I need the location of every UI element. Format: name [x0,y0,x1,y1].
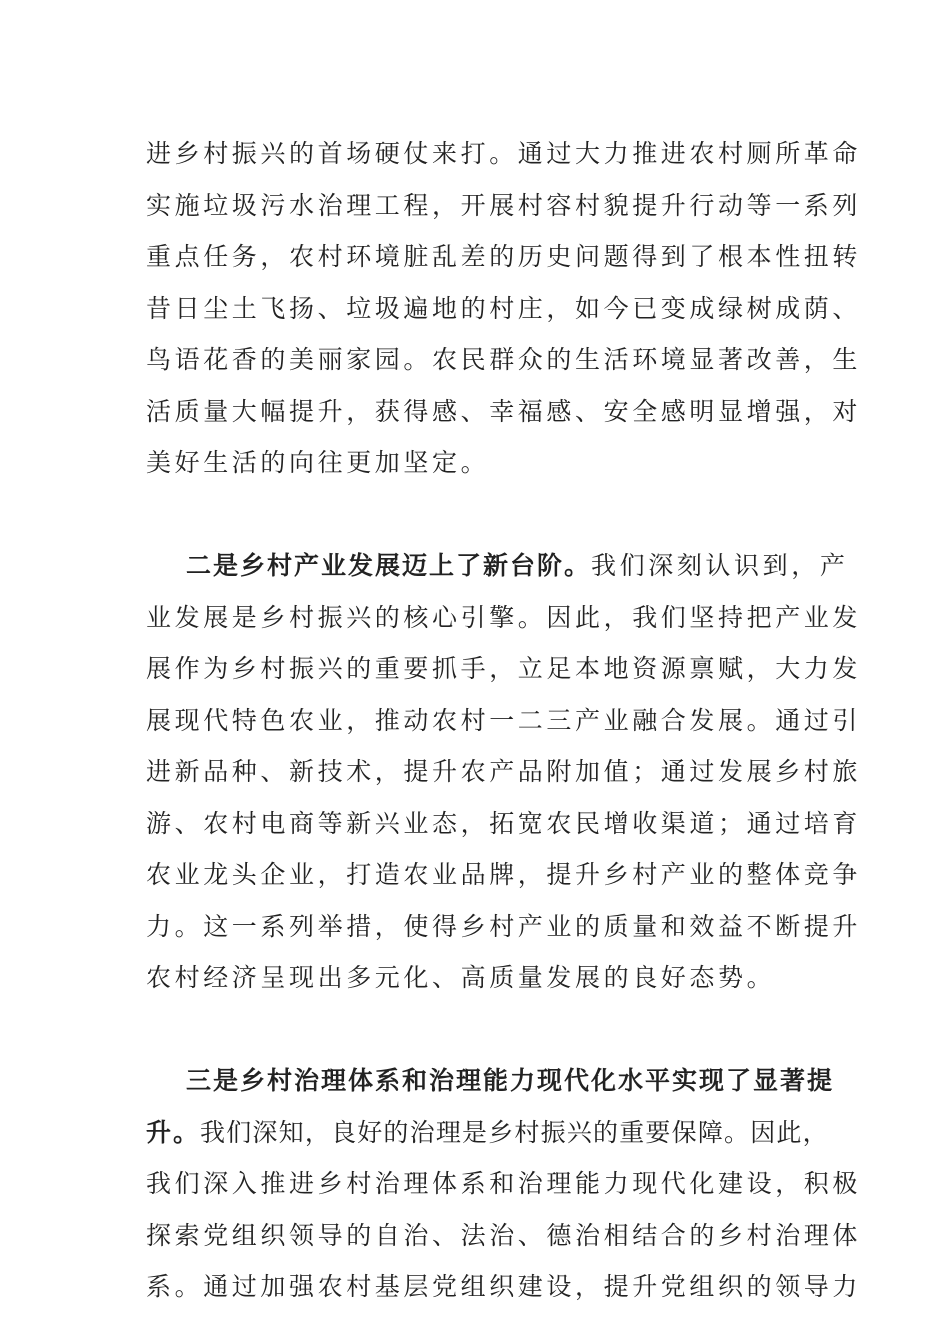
text-line: 游、农村电商等新兴业态，拓宽农民增收渠道；通过培育 [146,808,862,838]
text-line: 昔日尘土飞扬、垃圾遍地的村庄，如今已变成绿树成荫、 [146,293,862,323]
text-line: 农业龙头企业，打造农业品牌，提升乡村产业的整体竞争 [146,860,862,889]
document-page [146,128,862,1313]
text-line: 我们深入推进乡村治理体系和治理能力现代化建设，积极 [146,1169,862,1198]
paragraph-spacer [146,1004,806,1056]
paragraph-spacer [146,489,806,541]
text-line: 美好生活的向往更加坚定。 [146,448,490,477]
text-line: 进乡村振兴的首场硬仗来打。通过大力推进农村厕所革命 [146,139,862,168]
text-line: 业发展是乡村振兴的核心引擎。因此，我们坚持把产业发 [146,602,862,632]
text-line: 活质量大幅提升，获得感、幸福感、安全感明显增强，对 [146,396,862,426]
text-line: 展现代特色农业，推动农村一二三产业融合发展。通过引 [146,705,862,735]
text-line: 农村经济呈现出多元化、高质量发展的良好态势。 [146,963,776,992]
text-line: 探索党组织领导的自治、法治、德治相结合的乡村治理体 [146,1220,862,1250]
text-line: 力。这一系列举措，使得乡村产业的质量和效益不断提升 [146,911,862,941]
text-run: 我们深知，良好的治理是乡村振兴的重要保障。因此， [200,1117,829,1147]
section-heading: 三是乡村治理体系和治理能力现代化水平实现了显著提 [186,1066,835,1095]
text-line: 进新品种、新技术，提升农产品附加值；通过发展乡村旅 [146,757,862,786]
section-heading: 二是乡村产业发展迈上了新台阶。 [186,551,592,580]
text-line: 实施垃圾污水治理工程，开展村容村貌提升行动等一系列 [146,190,862,220]
text-line [146,1107,829,1159]
text-line: 鸟语花香的美丽家园。农民群众的生活环境显著改善，生 [146,345,862,374]
section-heading-continued: 升。 [146,1117,201,1147]
text-run: 我们深刻认识到，产 [591,551,849,580]
paragraph-2 [146,540,862,1004]
text-line: 展作为乡村振兴的重要抓手，立足本地资源禀赋，大力发 [146,654,862,683]
text-line: 系。通过加强农村基层党组织建设，提升党组织的领导力 [146,1272,862,1301]
text-line-first [146,1055,835,1107]
paragraph-1 [146,128,862,489]
paragraph-3 [146,1055,862,1313]
text-line: 重点任务，农村环境脏乱差的历史问题得到了根本性扭转 [146,242,862,271]
text-line-first [146,540,849,592]
